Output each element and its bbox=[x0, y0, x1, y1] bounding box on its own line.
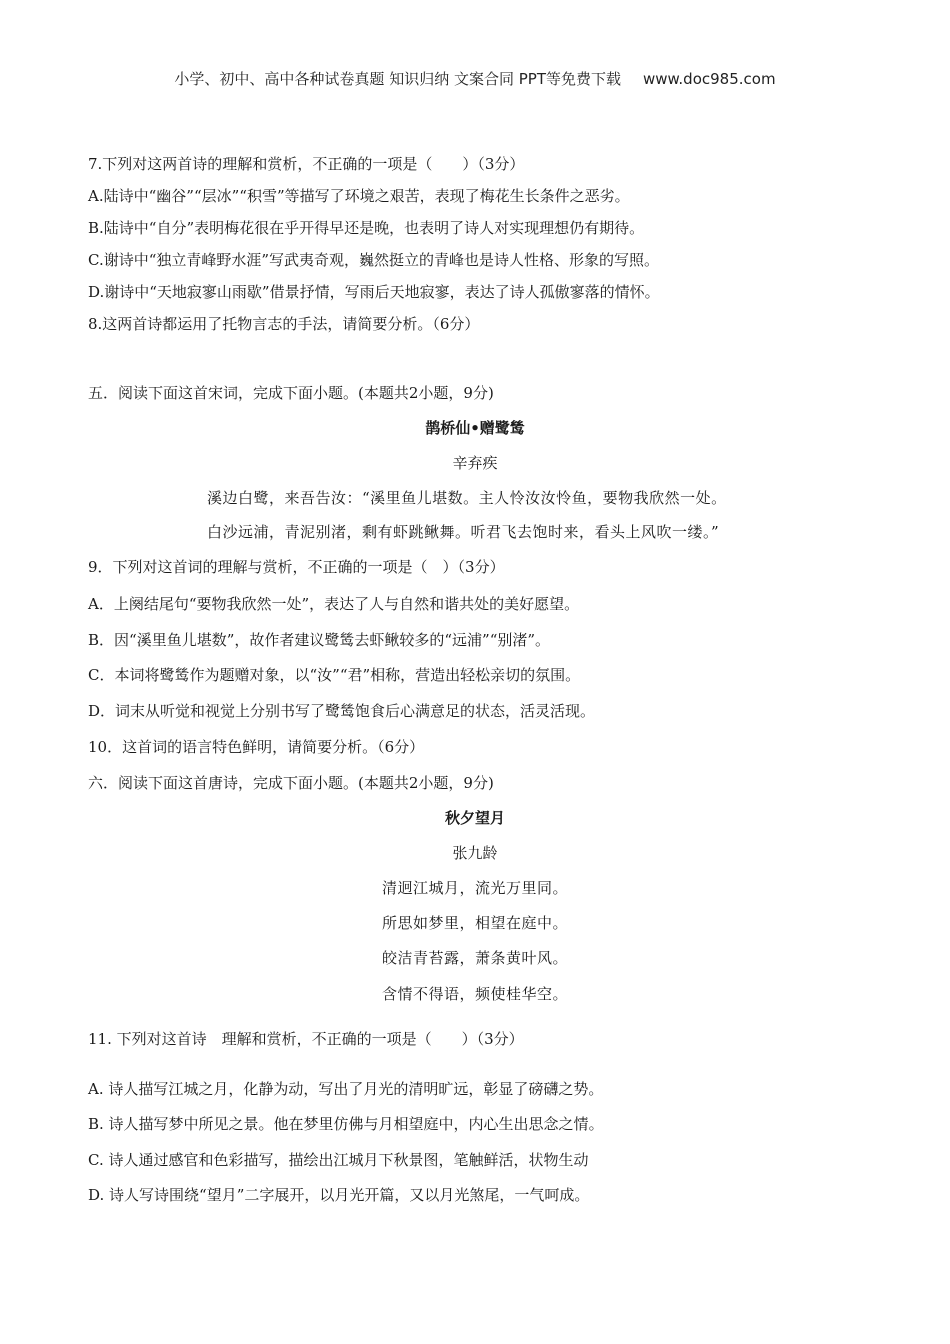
q9-stem: 9．下列对这首词的理解与赏析，不正确的一项是（ ）（3分） bbox=[88, 558, 505, 576]
section6-poem-author: 张九龄 bbox=[452, 844, 498, 862]
q8-stem: 8.这两首诗都运用了托物言志的手法，请简要分析。（6分） bbox=[88, 315, 480, 333]
section6-poem-line-2: 所思如梦里，相望在庭中。 bbox=[381, 914, 568, 932]
q10-stem: 10．这首词的语言特色鲜明，请简要分析。（6分） bbox=[88, 738, 425, 756]
q7-option-b: B.陆诗中“自分”表明梅花很在乎开得早还是晚，也表明了诗人对实现理想仍有期待。 bbox=[88, 219, 645, 237]
q7-option-d: D.谢诗中“天地寂寥山雨歇”借景抒情，写雨后天地寂寥，表达了诗人孤傲寥落的情怀。 bbox=[88, 283, 660, 301]
section6-poem-title: 秋夕望月 bbox=[444, 809, 505, 827]
header-url[interactable]: www.doc985.com bbox=[642, 70, 776, 88]
section6-heading: 六．阅读下面这首唐诗，完成下面小题。(本题共2小题，9分) bbox=[88, 774, 494, 792]
section5-poem-title: 鹊桥仙•赠鹭鸶 bbox=[425, 419, 525, 437]
q11-stem: 11. 下列对这首诗 理解和赏析，不正确的一项是（ ）（3分） bbox=[88, 1030, 524, 1048]
q9-option-b: B．因“溪里鱼儿堪数”，故作者建议鹭鸶去虾鳅较多的“远浦”“别渚”。 bbox=[88, 631, 551, 649]
section6-poem-line-3: 皎洁青苔露，萧条黄叶风。 bbox=[381, 949, 568, 967]
q11-option-b: B. 诗人描写梦中所见之景。他在梦里仿佛与月相望庭中，内心生出思念之情。 bbox=[88, 1115, 604, 1133]
q11-option-d: D. 诗人写诗围绕“望月”二字展开，以月光开篇，又以月光煞尾，一气呵成。 bbox=[88, 1186, 590, 1204]
section6-poem-line-4: 含情不得语，频使桂华空。 bbox=[381, 985, 568, 1003]
q7-option-a: A.陆诗中“幽谷”“层冰”“积雪”等描写了环境之艰苦，表现了梅花生长条件之恶劣。 bbox=[88, 187, 630, 205]
q9-option-c: C．本词将鹭鸶作为题赠对象，以“汝”“君”相称，营造出轻松亲切的氛围。 bbox=[88, 666, 581, 684]
q9-option-a: A．上阕结尾句“要物我欣然一处”，表达了人与自然和谐共处的美好愿望。 bbox=[88, 595, 580, 613]
section5-poem-author: 辛弃疾 bbox=[452, 454, 498, 472]
q7-stem: 7.下列对这两首诗的理解和赏析，不正确的一项是（ ）（3分） bbox=[88, 155, 525, 173]
section5-heading: 五．阅读下面这首宋词，完成下面小题。(本题共2小题，9分) bbox=[88, 384, 494, 402]
q7-option-c: C.谢诗中“独立青峰野水涯”写武夷奇观，巍然挺立的青峰也是诗人性格、形象的写照。 bbox=[88, 251, 660, 269]
q11-option-a: A. 诗人描写江城之月，化静为动，写出了月光的清明旷远，彰显了磅礴之势。 bbox=[88, 1080, 604, 1098]
section5-poem-line-1: 溪边白鹭，来吾告汝：“溪里鱼儿堪数。主人怜汝汝怜鱼，要物我欣然一处。 bbox=[207, 489, 727, 507]
q11-option-c: C. 诗人通过感官和色彩描写，描绘出江城月下秋景图，笔触鲜活，状物生动 bbox=[88, 1151, 589, 1169]
header-text: 小学、初中、高中各种试卷真题 知识归纳 文案合同 PPT等免费下载 bbox=[174, 70, 621, 88]
page-header bbox=[0, 68, 950, 89]
section5-poem-line-2: 白沙远浦，青泥别渚，剩有虾跳鳅舞。听君飞去饱时来，看头上风吹一缕。” bbox=[207, 523, 720, 541]
section6-poem-line-1: 清迥江城月，流光万里同。 bbox=[381, 879, 568, 897]
q9-option-d: D．词末从听觉和视觉上分别书写了鹭鸶饱食后心满意足的状态，活灵活现。 bbox=[88, 702, 596, 720]
